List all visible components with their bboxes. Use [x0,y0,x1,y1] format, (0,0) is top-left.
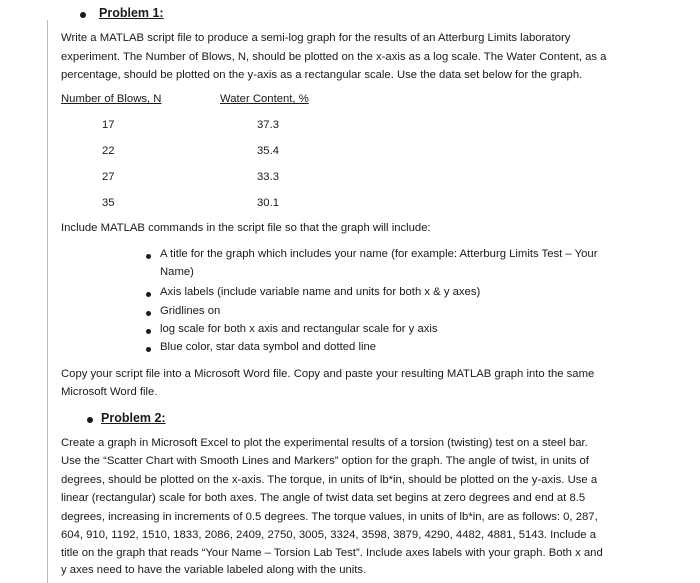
table-cell-blows: 22 [102,145,115,157]
table-header-blows: Number of Blows, N [61,93,162,105]
list-item: Gridlines on [160,305,221,317]
problem1-intro-line: experiment. The Number of Blows, N, should be plotted on the x-axis as a log scale. The Water Content, as a [61,51,607,63]
problem1-include-text: Include MATLAB commands in the script file so that the graph will include: [61,222,431,234]
problem1-copy-line: Microsoft Word file. [61,386,158,398]
problem2-line: linear (rectangular) scale for both axes. The angle of twist data set begins at zero degrees and end at 8.5 [61,492,586,504]
problem1-intro-line: percentage, should be plotted on the y-axis as a rectangular scale. Use the data set below for the graph. [61,69,583,81]
table-cell-blows: 17 [102,119,115,131]
table-cell-water: 37.3 [257,119,279,131]
list-item: log scale for both x axis and rectangular scale for y axis [160,323,438,335]
problem2-heading: Problem 2: [101,411,166,425]
left-margin-rule [47,20,48,583]
table-cell-blows: 27 [102,171,115,183]
problem2-line: title on the graph that reads “Your Name – Torsion Lab Test”. Include axes labels with your graph. Both x and [61,547,603,559]
problem2-line: Create a graph in Microsoft Excel to plot the experimental results of a torsion (twisting) test on a steel bar. [61,437,588,449]
problem2-line: 604, 910, 1192, 1510, 1833, 2086, 2409, 2750, 3005, 3324, 3598, 3879, 4290, 4482, 4881, 5143. Include a [61,529,596,541]
list-item: Blue color, star data symbol and dotted line [160,341,377,353]
problem1-intro-line: Write a MATLAB script file to produce a semi-log graph for the results of an Atterburg Limits laboratory [61,32,571,44]
table-cell-water: 35.4 [257,145,279,157]
table-cell-water: 30.1 [257,197,279,209]
table-header-water: Water Content, % [220,93,309,105]
list-item-continuation: Name) [160,266,194,278]
problem1-copy-line: Copy your script file into a Microsoft Word file. Copy and paste your resulting MATLAB graph into the same [61,368,595,380]
problem2-line: Use the “Scatter Chart with Smooth Lines and Markers” option for the graph. The angle of twist, in units of [61,455,589,467]
list-bullet [146,254,151,259]
list-bullet [146,292,151,297]
problem1-heading: Problem 1: [99,6,164,20]
list-bullet [146,329,151,334]
list-bullet [146,347,151,352]
list-bullet [146,311,151,316]
list-item: Axis labels (include variable name and units for both x & y axes) [160,286,481,298]
problem2-line: degrees, should be plotted on the x-axis. The torque, in units of lb*in, should be plotted on the y-axis. Use a [61,474,598,486]
problem2-line: degrees, increasing in increments of 0.5 degrees. The torque values, in units of lb*in, are as follows: 0, 287, [61,511,598,523]
table-cell-blows: 35 [102,197,115,209]
problem2-line: y axes need to have the variable labeled along with the units. [61,564,367,576]
table-cell-water: 33.3 [257,171,279,183]
list-item: A title for the graph which includes your name (for example: Atterburg Limits Test – Your [160,248,598,260]
heading-bullet [80,12,86,18]
heading-bullet [87,417,93,423]
